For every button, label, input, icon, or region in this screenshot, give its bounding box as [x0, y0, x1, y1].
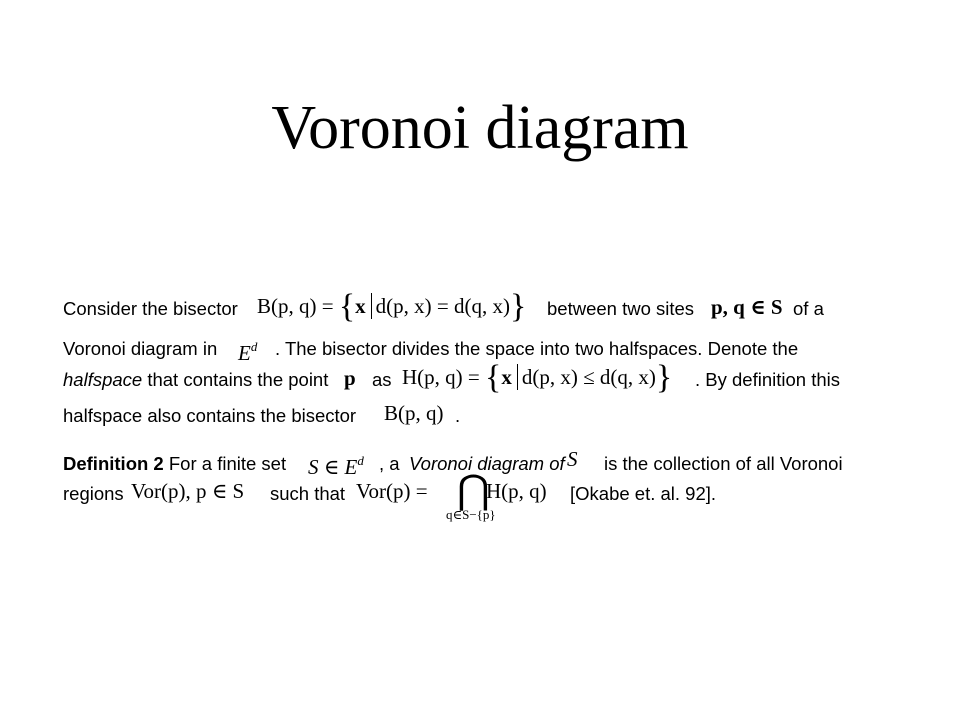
text-period: .: [455, 405, 461, 426]
formula-halfspace: [402, 359, 673, 396]
left-brace-symbol: {: [485, 359, 502, 396]
formula-halfspace-lhs: H(p, q) =: [402, 365, 480, 389]
text-comma-a: , a: [379, 453, 400, 474]
text-between-two-sites: between two sites: [547, 298, 695, 319]
text-halfspace-line: [63, 368, 328, 392]
text-for-finite-set: For a finite set: [168, 453, 287, 474]
formula-set-def: [308, 448, 364, 480]
text-voronoi-diagram-of: Voronoi diagram of: [409, 453, 565, 474]
formula-bisector-lhs: B(p, q) =: [257, 294, 334, 318]
definition-label: Definition 2: [63, 453, 164, 474]
set-def-main: S ∈ E: [308, 455, 358, 479]
space-E-letter: E: [238, 341, 251, 365]
definition-line: [63, 452, 286, 476]
text-regions: regions: [63, 483, 124, 504]
text-collection: is the collection of all Voronoi: [604, 453, 843, 474]
text-as: as: [372, 369, 392, 390]
slide-title: Voronoi diagram: [271, 94, 689, 162]
text-contains-point: that contains the point: [147, 369, 329, 390]
formula-vor-regions: Vor(p), p ∈ S: [131, 479, 245, 503]
text-by-definition: . By definition this: [695, 369, 840, 390]
text-consider-bisector: Consider the bisector: [63, 298, 238, 319]
intersection-symbol: ⋂: [457, 467, 490, 513]
formula-sites: p, q ∈ S: [711, 295, 783, 319]
set-def-exponent: d: [357, 453, 364, 468]
space-E-exponent: d: [250, 339, 258, 354]
formula-space-E: [238, 334, 257, 366]
text-of-a: of a: [793, 298, 824, 319]
formula-point-p: p: [344, 366, 356, 390]
formula-halfspace-x: x: [501, 365, 512, 389]
formula-set-S: S: [567, 447, 578, 471]
formula-bisector-rhs: d(p, x) = d(q, x): [375, 294, 510, 318]
such-that-bar: [371, 293, 372, 319]
formula-vor-lhs: Vor(p) =: [356, 479, 428, 503]
text-voronoi-diagram-in: Voronoi diagram in: [63, 338, 218, 359]
right-brace-symbol: }: [510, 288, 527, 325]
formula-bisector-short: B(p, q): [384, 401, 444, 425]
formula-bisector: [257, 288, 527, 325]
formula-bisector-x: x: [355, 294, 366, 318]
text-such-that: such that: [270, 483, 346, 504]
text-halfspace-also: halfspace also contains the bisector: [63, 405, 357, 426]
formula-cap-term: H(p, q): [486, 479, 547, 503]
left-brace-symbol: {: [338, 288, 356, 325]
text-halfspace-italic: halfspace: [63, 369, 143, 390]
formula-halfspace-rhs: d(p, x) ≤ d(q, x): [521, 365, 656, 389]
such-that-bar: [517, 364, 518, 390]
formula-cap-index: q∈S−{p}: [446, 507, 496, 522]
right-brace-symbol: }: [655, 359, 673, 396]
text-bisector-divides: . The bisector divides the space into two halfspaces. Denote the: [275, 338, 799, 359]
text-citation: [Okabe et. al. 92].: [570, 483, 717, 504]
